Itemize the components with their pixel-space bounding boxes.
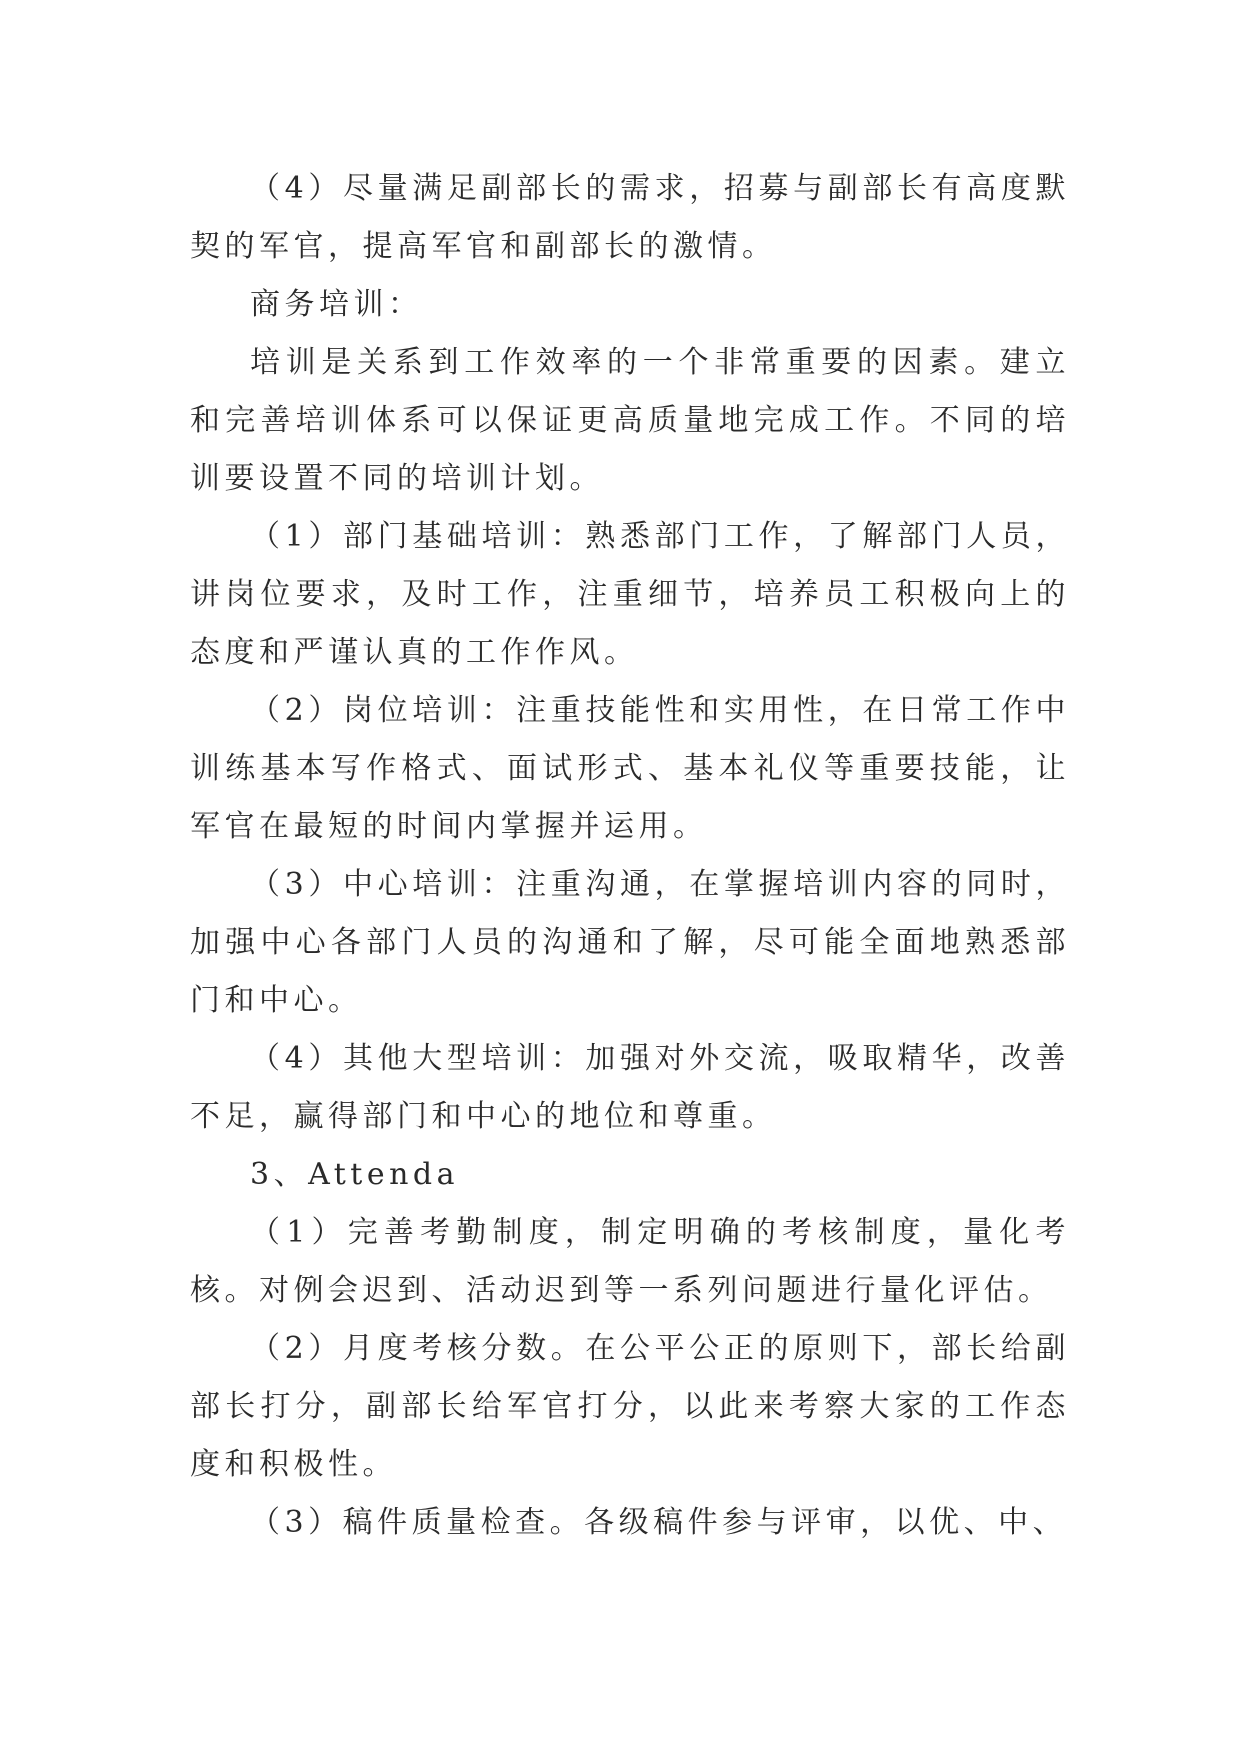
paragraph-dept-basic-training: （1）部门基础培训：熟悉部门工作，了解部门人员，讲岗位要求，及时工作，注重细节，培养员工积极向上的态度和严谨认真的工作作风。 [190, 519, 1070, 670]
paragraph-monthly-assessment: （2）月度考核分数。在公平公正的原则下，部长给副部长打分，副部长给军官打分，以此来考察大家的工作态度和积极性。 [190, 1331, 1070, 1482]
paragraph-other-training: （4）其他大型培训：加强对外交流，吸取精华，改善不足，赢得部门和中心的地位和尊重。 [190, 1041, 1070, 1134]
paragraph-position-training: （2）岗位培训：注重技能性和实用性，在日常工作中训练基本写作格式、面试形式、基本礼仪等重要技能，让军官在最短的时间内掌握并运用。 [190, 693, 1070, 844]
section-heading-business-training: 商务培训： [250, 287, 423, 322]
section-heading-attendance: 3、Attenda [250, 1157, 460, 1192]
paragraph-manuscript-check: （3）稿件质量检查。各级稿件参与评审，以优、中、 [250, 1505, 1068, 1540]
paragraph-deputy-needs: （4）尽量满足副部长的需求，招募与副部长有高度默契的军官，提高军官和副部长的激情。 [190, 171, 1070, 264]
paragraph-attendance-system: （1）完善考勤制度，制定明确的考核制度，量化考核。对例会迟到、活动迟到等一系列问题进行量化评估。 [190, 1215, 1070, 1308]
paragraph-center-training: （3）中心培训：注重沟通，在掌握培训内容的同时，加强中心各部门人员的沟通和了解，尽可能全面地熟悉部门和中心。 [190, 867, 1070, 1018]
document-body [190, 160, 1070, 1552]
paragraph-training-intro: 培训是关系到工作效率的一个非常重要的因素。建立和完善培训体系可以保证更高质量地完成工作。不同的培训要设置不同的培训计划。 [190, 345, 1070, 496]
